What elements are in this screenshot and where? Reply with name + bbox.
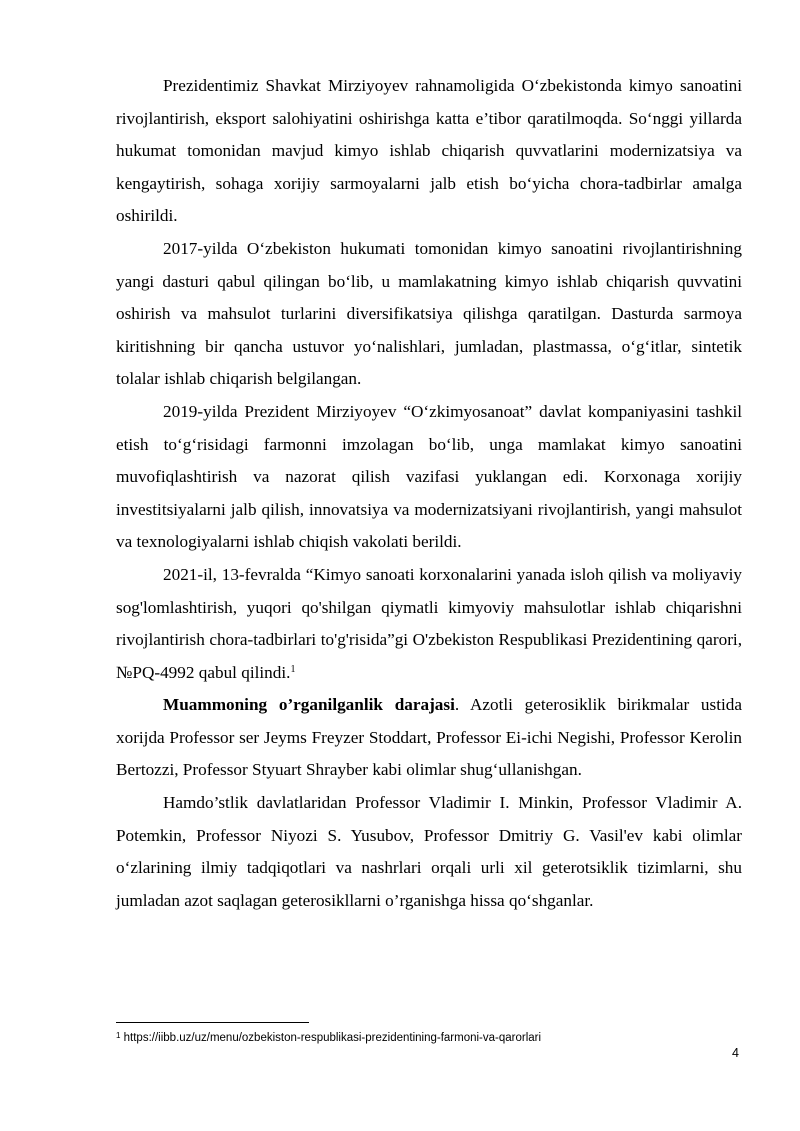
paragraph-intro: Prezidentimiz Shavkat Mirziyoyev rahnamoligida O‘zbekistonda kimyo sanoatini rivojlantirish, eksport salohiyatini oshirishga katta e’tibor qaratilmoqda. So‘nggi yillarda hukumat tomonidan mavjud kimyo ishlab chiqarish quvvatlarini modernizatsiya va kengaytirish, sohaga xorijiy sarmoyalarni jalb etish bo‘yicha chora-tadbirlar amalga oshirildi.	[116, 76, 742, 226]
section-heading: Muammoning o’rganilganlik darajasi	[163, 695, 455, 715]
footnote-separator	[116, 1022, 309, 1023]
paragraph-2017-program: 2017-yilda O‘zbekiston hukumati tomonidan kimyo sanoatini rivojlantirishning yangi dasturi qabul qilingan bo‘lib, u mamlakatning kimyo ishlab chiqarish quvvatini oshirish va mahsulot turlarini diversifikatsiya qilishga qaratilgan. Dasturda sarmoya kiritishning bir qancha ustuvor yo‘nalishlari, jumladan, plastmassa, o‘g‘itlar, sintetik tolalar ishlab chiqarish belgilangan.	[116, 238, 742, 389]
paragraph-2021-decree	[116, 559, 742, 689]
document-body	[116, 70, 742, 917]
footnote-reference[interactable]: 1	[290, 663, 296, 675]
page-number: 4	[732, 1046, 739, 1060]
footnote-link[interactable]: https://iibb.uz/uz/menu/ozbekiston-respublikasi-prezidentining-farmoni-va-qarorlari	[120, 1032, 542, 1044]
research-text: . Azotli geterosiklik birikmalar ustida xorijda Professor ser Jeyms Freyzer Stoddart, Professor Ei-ichi Negishi, Professor Kerolin Bertozzi, Professor Styuart Shrayber kabi olimlar shug‘ullanishgan.	[116, 695, 742, 780]
decree-text: 2021-il, 13-fevralda “Kimyo sanoati korxonalarini yanada isloh qilish va moliyaviy sog'lomlashtirish, yuqori qo'shilgan qiymatli kimyoviy mahsulotlar ishlab chiqarishni rivojlantirish chora-tadbirlari to'g'risida”gi O'zbekiston Respublikasi Prezidentining qarori, №PQ-4992 qabul qilindi.	[116, 564, 742, 682]
paragraph-2019-company: 2019-yilda Prezident Mirziyoyev “O‘zkimyosanoat” davlat kompaniyasini tashkil etish to‘g‘risidagi farmonni imzolagan bo‘lib, unga mamlakat kimyo sanoatini muvofiqlashtirish va nazorat qilish vazifasi yuklangan edi. Korxonaga xorijiy investitsiyalarni jalb qilish, innovatsiya va modernizatsiyani rivojlantirish, yangi mahsulot va texnologiyalarni ishlab chiqish vakolati berildi.	[116, 401, 742, 552]
footnote-number: 1	[116, 1031, 121, 1040]
paragraph-cis-scientists: Hamdo’stlik davlatlaridan Professor Vladimir I. Minkin, Professor Vladimir A. Potemkin, Professor Niyozi S. Yusubov, Professor Dmitriy G. Vasil'ev kabi olimlar o‘zlarining ilmiy tadqiqotlari va nashrlari orqali urli xil geterotsiklik tizimlarni, shu jumladan azot saqlagan geterosikllarni o’rganishga hissa qo‘shganlar.	[116, 793, 742, 910]
paragraph-research-level	[116, 689, 742, 787]
footnote	[116, 1030, 541, 1046]
